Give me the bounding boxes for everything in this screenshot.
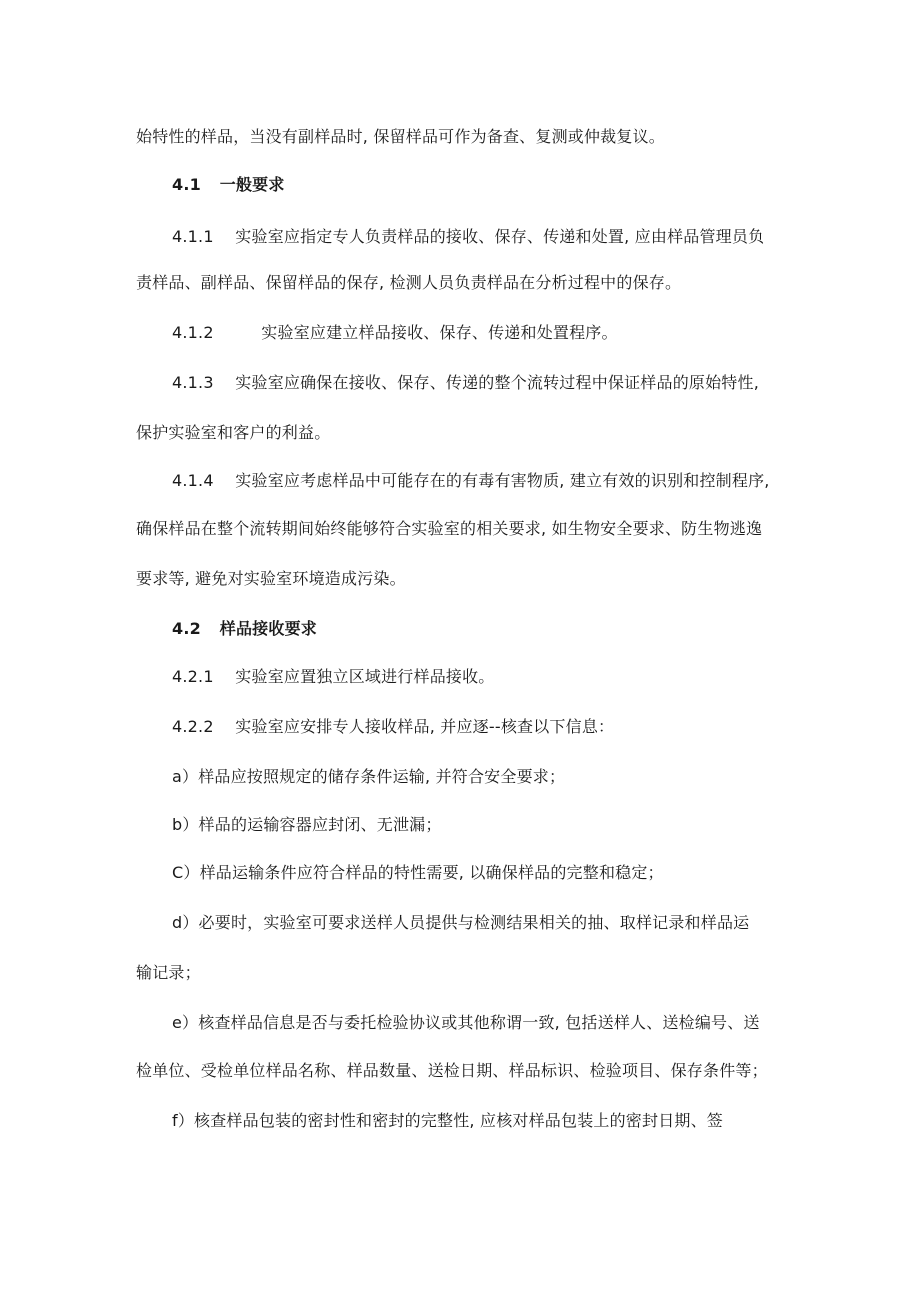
paragraph-line: 检单位、受检单位样品名称、样品数量、送检日期、样品标识、检验项目、保存条件等； [136, 1061, 768, 1080]
clause-4-1-1 [172, 226, 764, 248]
list-item-e: e）核查样品信息是否与委托检验协议或其他称谓一致, 包括送样人、送检编号、送 [172, 1013, 760, 1032]
clause-4-1-4 [172, 470, 770, 492]
paragraph-line: 要求等, 避免对实验室环境造成污染。 [136, 569, 406, 588]
heading-4-1 [172, 174, 285, 196]
clause-text: 实验室应指定专人负责样品的接收、保存、传递和处置, 应由样品管理员负 [235, 227, 765, 246]
heading-title: 一般要求 [219, 175, 285, 194]
list-item-c: C）样品运输条件应符合样品的特性需要, 以确保样品的完整和稳定； [172, 863, 664, 882]
heading-title: 样品接收要求 [219, 619, 317, 638]
list-item-d: d）必要时，实验室可要求送样人员提供与检测结果相关的抽、取样记录和样品运 [172, 913, 750, 932]
clause-4-1-3 [172, 372, 759, 394]
clause-text: 实验室应考虑样品中可能存在的有毒有害物质, 建立有效的识别和控制程序, [235, 471, 770, 490]
clause-number: 4.1.4 [172, 471, 214, 490]
list-item-b: b）样品的运输容器应封闭、无泄漏； [172, 815, 442, 834]
paragraph-line: 责样品、副样品、保留样品的保存, 检测人员负责样品在分析过程中的保存。 [136, 273, 682, 292]
clause-text: 实验室应置独立区域进行样品接收。 [235, 667, 495, 686]
list-item-a: a）样品应按照规定的储存条件运输, 并符合安全要求； [172, 767, 566, 786]
clause-text: 实验室应确保在接收、保存、传递的整个流转过程中保证样品的原始特性, [235, 373, 759, 392]
paragraph-line: 确保样品在整个流转期间始终能够符合实验室的相关要求, 如生物安全要求、防生物逃逸 [136, 519, 763, 538]
clause-number: 4.1.1 [172, 227, 214, 246]
clause-number: 4.2.1 [172, 667, 214, 686]
clause-4-1-2 [172, 322, 618, 344]
clause-number: 4.2.2 [172, 717, 214, 736]
clause-number: 4.1.3 [172, 373, 214, 392]
clause-text: 实验室应安排专人接收样品, 并应逐--核查以下信息： [235, 717, 615, 736]
paragraph-line: 输记录； [136, 963, 201, 982]
list-item-f: f）核查样品包装的密封性和密封的完整性, 应核对样品包装上的密封日期、签 [172, 1111, 724, 1130]
paragraph-line: 保护实验室和客户的利益。 [136, 423, 331, 442]
heading-4-2 [172, 618, 317, 640]
heading-number: 4.2 [172, 619, 201, 638]
heading-number: 4.1 [172, 175, 201, 194]
clause-4-2-1 [172, 666, 495, 688]
clause-4-2-2 [172, 716, 614, 738]
clause-number: 4.1.2 [172, 323, 214, 342]
clause-text: 实验室应建立样品接收、保存、传递和处置程序。 [261, 323, 618, 342]
paragraph-line: 始特性的样品，当没有副样品时, 保留样品可作为备查、复测或仲裁复议。 [136, 127, 665, 146]
